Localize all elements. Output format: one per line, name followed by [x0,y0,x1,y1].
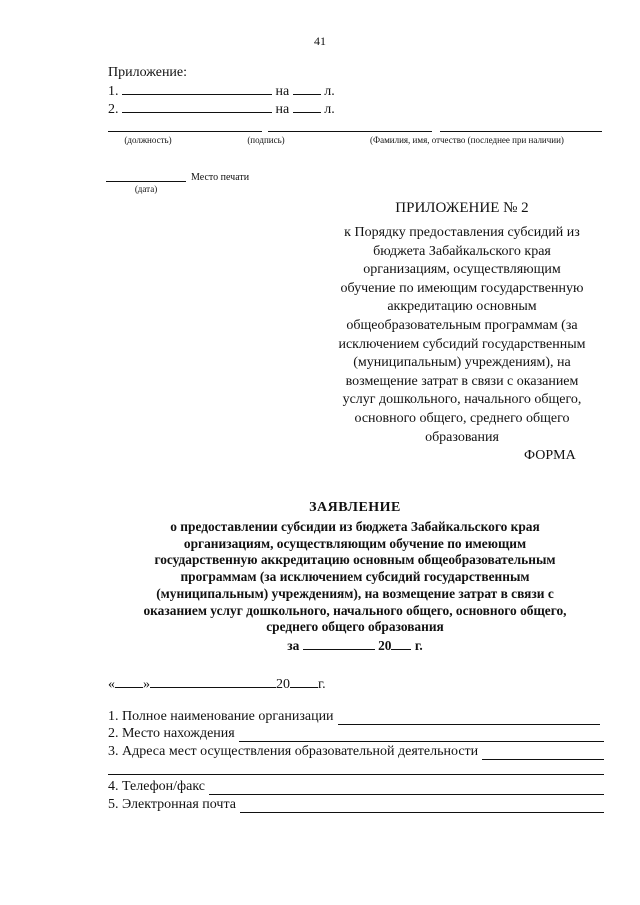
signature-caption: (подпись) [247,135,285,145]
text-line: (муниципальным) учреждениям), на возмещение затрат в связи с [156,585,554,601]
text-line: возмещение затрат в связи с оказанием [345,373,579,389]
full-name-line [440,131,602,132]
close-quote: » [143,677,150,692]
date-caption: (дата) [134,184,158,194]
attachment-title: Приложение: [108,65,188,80]
sheet-count-line [293,82,321,95]
on-label: на [275,102,290,117]
field-location[interactable] [108,725,604,742]
field-label: 4. Телефон/факс [108,779,206,794]
field-continuation-line [108,774,604,775]
field-line [239,728,604,742]
application-period [100,638,610,654]
text-line: общеобразовательным программам (за [346,317,578,333]
text-line: исключением субсидий государственным [338,336,586,352]
text-line: бюджета Забайкальского края [373,243,551,259]
period-prefix: за [287,638,300,653]
application-text [100,519,610,636]
open-quote: « [108,677,115,692]
text-line: программам (за исключением субсидий государственным [180,569,530,585]
text-line: услуг дошкольного, начального общего, [342,392,582,408]
sheets-label: л. [324,84,335,99]
field-label: 1. Полное наименование организации [108,709,334,724]
full-name-caption: (Фамилия, имя, отчество (последнее при наличии) [370,135,564,145]
position-caption: (должность) [124,135,172,145]
application-title: ЗАЯВЛЕНИЕ [309,500,401,515]
sheet-count-line [293,100,321,113]
period-suffix: г. [414,638,423,653]
field-line [209,781,604,795]
field-organization-name[interactable] [108,708,600,725]
attachment-row-number: 2. [108,102,119,117]
text-line: организациям, осуществляющим обучение по имеющим [183,535,527,551]
period-blank-line [303,638,375,650]
period-year: 20 [378,638,392,653]
date-line [106,181,186,182]
year-line [290,675,318,688]
year-suffix: г. [318,677,326,692]
attachment-row-2 [108,100,335,118]
field-label: 5. Электронная почта [108,797,236,812]
field-email[interactable] [108,796,604,813]
attachment-row-1 [108,82,335,100]
year-prefix: 20 [276,677,290,692]
appendix-text [336,224,588,447]
text-line: о предоставлении субсидии из бюджета Забайкальского края [170,519,540,534]
form-label: ФОРМА [524,448,576,463]
document-name-line [122,100,272,113]
field-activity-addresses[interactable] [108,743,604,760]
text-line: основного общего, среднего общего [354,410,570,426]
field-line [240,799,604,813]
appendix-title: ПРИЛОЖЕНИЕ № 2 [395,200,529,216]
application-date [108,675,326,693]
field-line [338,711,600,725]
text-line: образования [425,429,499,445]
sheets-label: л. [324,102,335,117]
day-line [115,675,143,688]
position-line [108,131,262,132]
field-label: 3. Адреса мест осуществления образовательной деятельности [108,744,479,759]
text-line: (муниципальным) учреждениям), на [353,355,571,371]
text-line: среднего общего образования [266,619,444,635]
month-line [150,675,276,688]
on-label: на [275,84,290,99]
stamp-place-label: Место печати [191,172,250,183]
text-line: обучение по имеющим государственную [340,280,584,296]
period-year-line [391,638,411,650]
attachment-row-number: 1. [108,84,119,99]
text-line: государственную аккредитацию основным общеобразовательным [154,552,556,568]
text-line: организациям, осуществляющим [363,262,561,278]
text-line: оказанием услуг дошкольного, начального общего, основного общего, [143,602,567,618]
field-phone-fax[interactable] [108,778,604,795]
text-line: аккредитацию основным [387,299,537,315]
field-line [482,746,604,760]
text-line: к Порядку предоставления субсидий из [344,225,580,240]
document-name-line [122,82,272,95]
signature-line [268,131,432,132]
page-number: 41 [314,34,326,48]
field-label: 2. Место нахождения [108,726,235,741]
